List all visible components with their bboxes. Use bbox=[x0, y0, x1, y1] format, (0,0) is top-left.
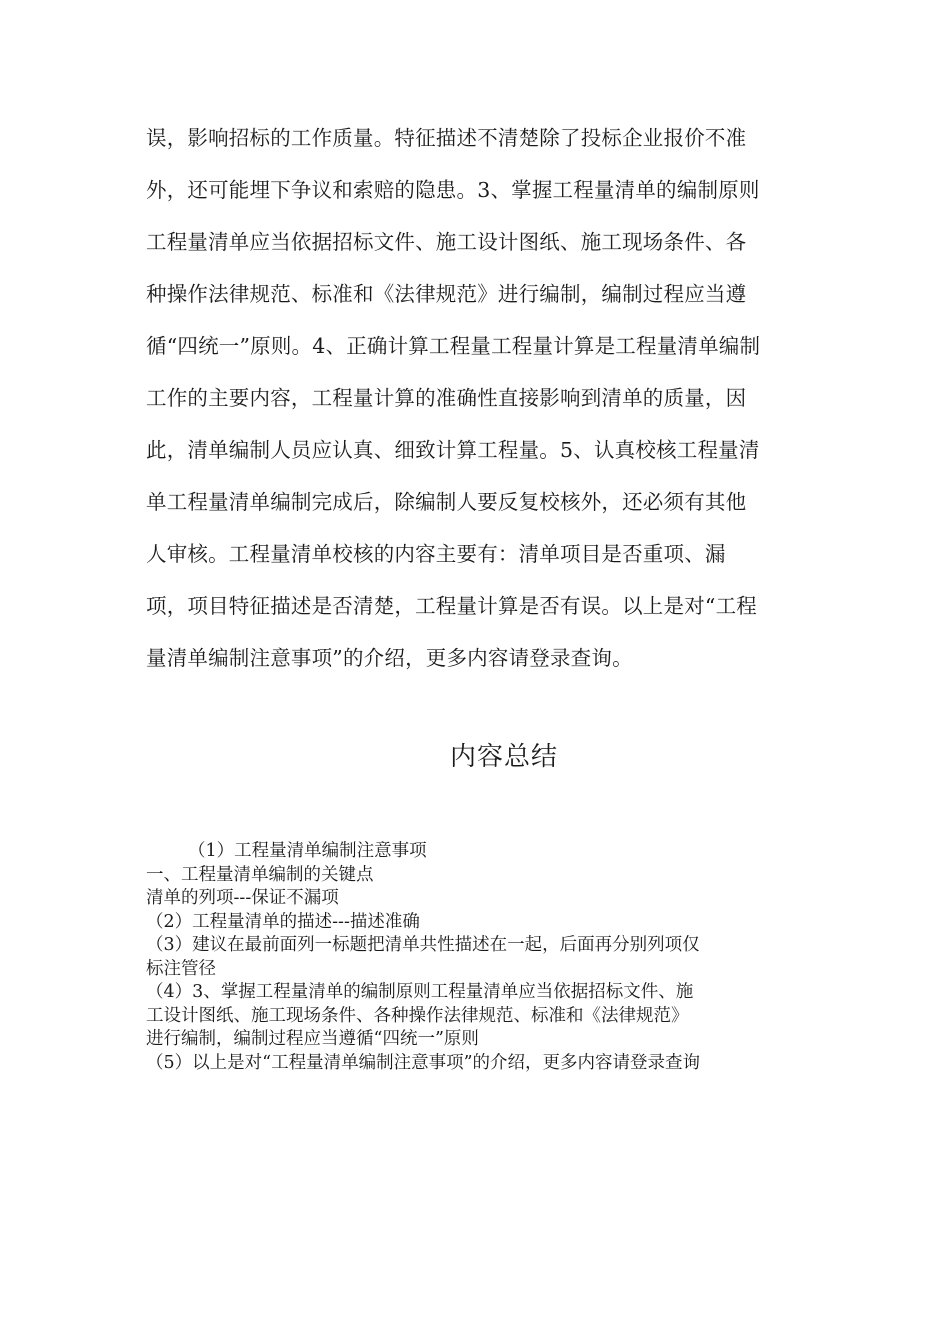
body-line: 工程量清单应当依据招标文件、施工设计图纸、施工现场条件、各 bbox=[146, 230, 747, 254]
summary-item: （2）工程量清单的描述---描述准确 bbox=[146, 911, 420, 932]
summary-heading: 内容总结 bbox=[449, 742, 558, 772]
body-line: 项，项目特征描述是否清楚，工程量计算是否有误。以上是对“工程 bbox=[146, 594, 757, 618]
summary-item: 清单的列项---保证不漏项 bbox=[146, 888, 339, 908]
summary-list bbox=[146, 840, 816, 1075]
summary-item: 一、工程量清单编制的关键点 bbox=[146, 864, 374, 885]
body-line: 量清单编制注意事项”的介绍，更多内容请登录查询。 bbox=[146, 646, 633, 670]
summary-item: （3）建议在最前面列一标题把清单共性描述在一起，后面再分别列项仅 bbox=[146, 935, 700, 955]
body-line: 工作的主要内容，工程量计算的准确性直接影响到清单的质量，因 bbox=[146, 386, 747, 410]
summary-item: 标注管径 bbox=[146, 958, 216, 979]
summary-item: （4）3、掌握工程量清单的编制原则工程量清单应当依据招标文件、施 bbox=[146, 982, 694, 1002]
body-line: 循“四统一”原则。4、正确计算工程量工程量计算是工程量清单编制 bbox=[146, 334, 761, 358]
body-line: 人审核。工程量清单校核的内容主要有：清单项目是否重项、漏 bbox=[146, 542, 726, 566]
summary-item: 进行编制，编制过程应当遵循“四统一”原则 bbox=[146, 1029, 479, 1049]
body-paragraph bbox=[146, 118, 808, 690]
body-line: 误，影响招标的工作质量。特征描述不清楚除了投标企业报价不准 bbox=[146, 126, 747, 150]
body-line: 单工程量清单编制完成后，除编制人要反复校核外，还必须有其他 bbox=[146, 490, 747, 514]
summary-item: 工设计图纸、施工现场条件、各种操作法律规范、标准和《法律规范》 bbox=[146, 1005, 689, 1026]
body-line: 此，清单编制人员应认真、细致计算工程量。5、认真校核工程量清 bbox=[146, 438, 760, 462]
summary-item: （1）工程量清单编制注意事项 bbox=[188, 841, 427, 861]
summary-item: （5）以上是对“工程量清单编制注意事项”的介绍，更多内容请登录查询 bbox=[146, 1052, 701, 1073]
body-line: 外，还可能埋下争议和索赔的隐患。3、掌握工程量清单的编制原则 bbox=[146, 178, 760, 202]
body-line: 种操作法律规范、标准和《法律规范》进行编制，编制过程应当遵 bbox=[146, 282, 747, 306]
